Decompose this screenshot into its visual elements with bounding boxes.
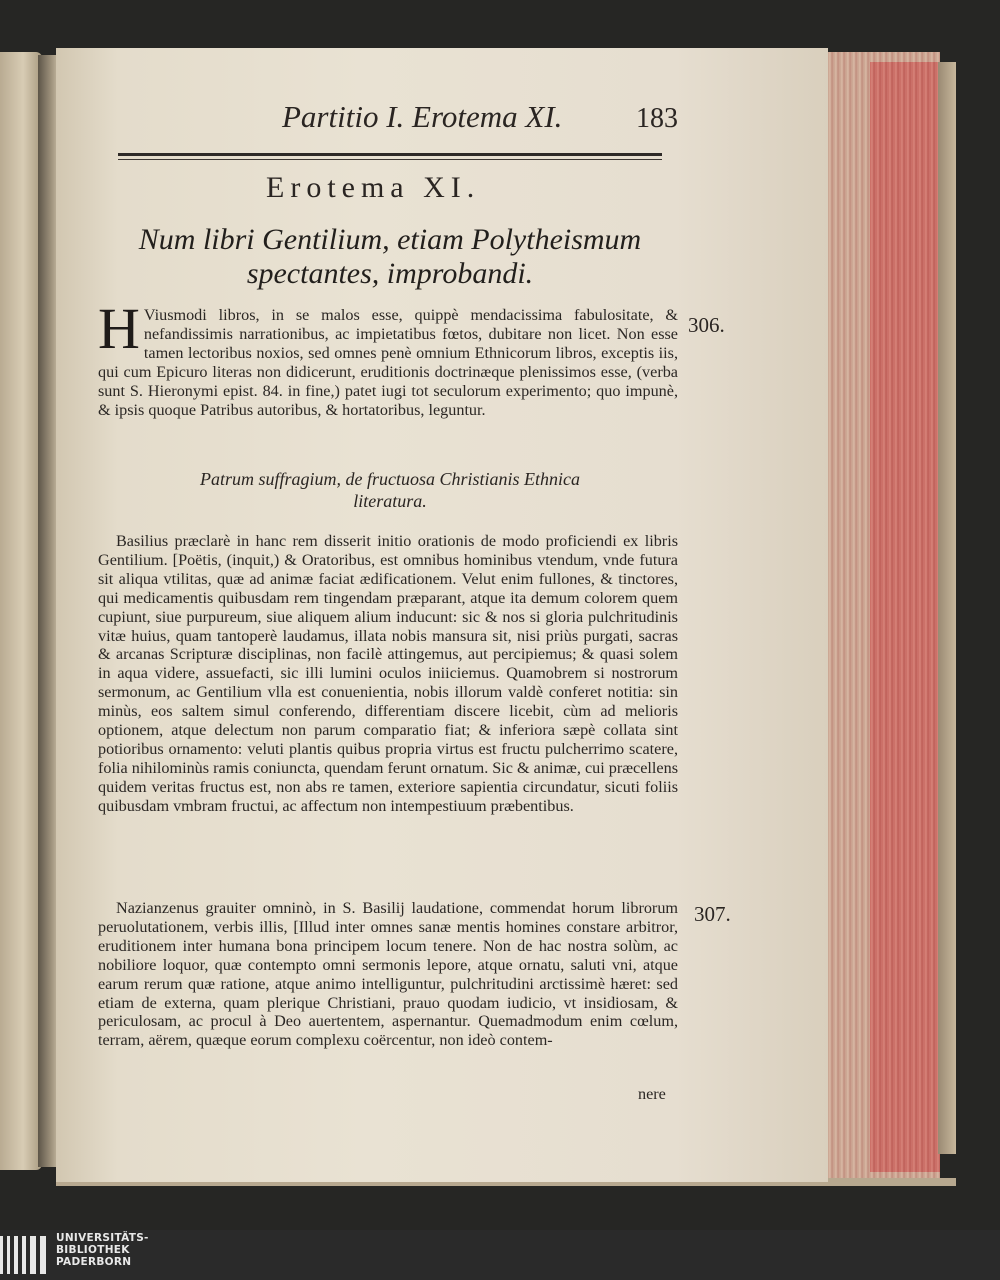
left-page-edge xyxy=(0,52,42,1170)
section-title-line2: spectantes, improbandi. xyxy=(246,257,534,290)
paragraph-3: Nazianzenus grauiter omninò, in S. Basilij laudatione, commendat horum librorum peruolutationem, verbis illis, [Illud inter omnes sanæ mentis homines constare arbitror, eruditionem inter humana bona principem locum tenere. Non de hac nostra solùm, ac nobiliore loquor, quæ contempto omni sermonis lepore, atque ornatu, saluti vni, atque earum rerum quæ ratione, atque animo intelliguntur, pulchritudini arctissimè hæret: sed etiam de externa, quam plerique Christiani, prauo quodam iudicio, vt insidiosam, & periculosam, ac procul à Deo auertentem, aspernantur. Quemadmodum enim cœlum, terram, aërem, quæque eorum complexu coërcentur, non ideò contem- xyxy=(98,899,678,1050)
drop-cap: H xyxy=(98,296,140,361)
library-name xyxy=(56,1232,149,1268)
section-heading: Erotema XI. xyxy=(266,171,481,204)
library-name-line1: UNIVERSITÄTS- xyxy=(56,1232,149,1244)
library-logo-icon xyxy=(0,1230,48,1280)
book-cover-edge xyxy=(938,62,956,1154)
red-page-edges xyxy=(870,62,940,1172)
catchword: nere xyxy=(638,1085,666,1103)
paragraph-1 xyxy=(98,296,678,419)
subheading-line2: literatura. xyxy=(353,491,427,511)
library-name-line3: PADERBORN xyxy=(56,1256,132,1268)
header-rule-thin xyxy=(118,159,662,160)
paragraph-1-text: Viusmodi libros, in se malos esse, quippè mendacissima fabulositate, & nefandissimis narrationibus, ac impietatibus fœtos, dubitare non licet. Non esse tamen lectoribus noxios, sed omnes penè omnium Ethnicorum libros, exceptis iis, qui cum Epicuro literas non didicerunt, eruditionis doctrinæque plenissimos esse, (verba sunt S. Hieronymi epist. 84. in fine,) patet iugi tot seculorum experimento; quo impunè, & ipsis quoque Patribus autoribus, & hortatoribus, leguntur. xyxy=(98,306,678,419)
margin-note-307: 307. xyxy=(694,902,731,926)
header-rule xyxy=(118,153,662,156)
section-title-line1: Num libri Gentilium, etiam Polytheismum xyxy=(138,223,642,256)
paragraph-2: Basilius præclarè in hanc rem disserit initio orationis de modo proficiendi ex libris Gentilium. [Poëtis, (inquit,) & Oratoribus, est omnibus hominibus vtendum, vnde futura sit aliqua vtilitas, quæ ad animæ faciat ædificationem. Velut enim fullones, & tinctores, qui medicamentis quibusdam rem tingendam præparant, atque ita demum colorem quem cupiunt, siue purpureum, siue aliquem alium inducunt: sic & nos si gloria pulchritudinis vitæ huius, quam tantoperè laudamus, illata nobis mansura sit, nisi priùs purgati, sacras & arcanas Scripturæ disciplinas, non facilè attingemus, aut percipiemus; & quasi solem in aqua videre, assuefacti, sic illi lumini oculos iniiciemus. Quamobrem si nostrorum sermonum, ac Gentilium vlla est conuenientia, nobis illorum valdè conferet notitia: sin minùs, eos saltem simul conferendo, differentiam discere licebit, cùm ad melioris optionem, atque delectum non parum comparatio fiat; & inferiora sæpè collata sint potioribus ornamento: veluti plantis quibus propria virtus est fructu pulcherrimo scatere, folia nihilominùs ramis coniuncta, quendam ferunt ornatum. Sic & animæ, cui præcellens quidem veritas fructus est, non abs re tamen, exteriore sapientia circundatur, sicuti foliis quibusdam vmbram fructui, ac affectum non intempestiuum præbentibus. xyxy=(98,532,678,815)
running-title: Partitio I. Erotema XI. xyxy=(282,99,563,134)
margin-note-306: 306. xyxy=(688,313,725,337)
page-number: 183 xyxy=(636,103,678,134)
library-name-line2: BIBLIOTHEK xyxy=(56,1244,130,1256)
subheading-line1: Patrum suffragium, de fructuosa Christianis Ethnica xyxy=(199,469,580,489)
library-footer-bar xyxy=(0,1230,1000,1280)
